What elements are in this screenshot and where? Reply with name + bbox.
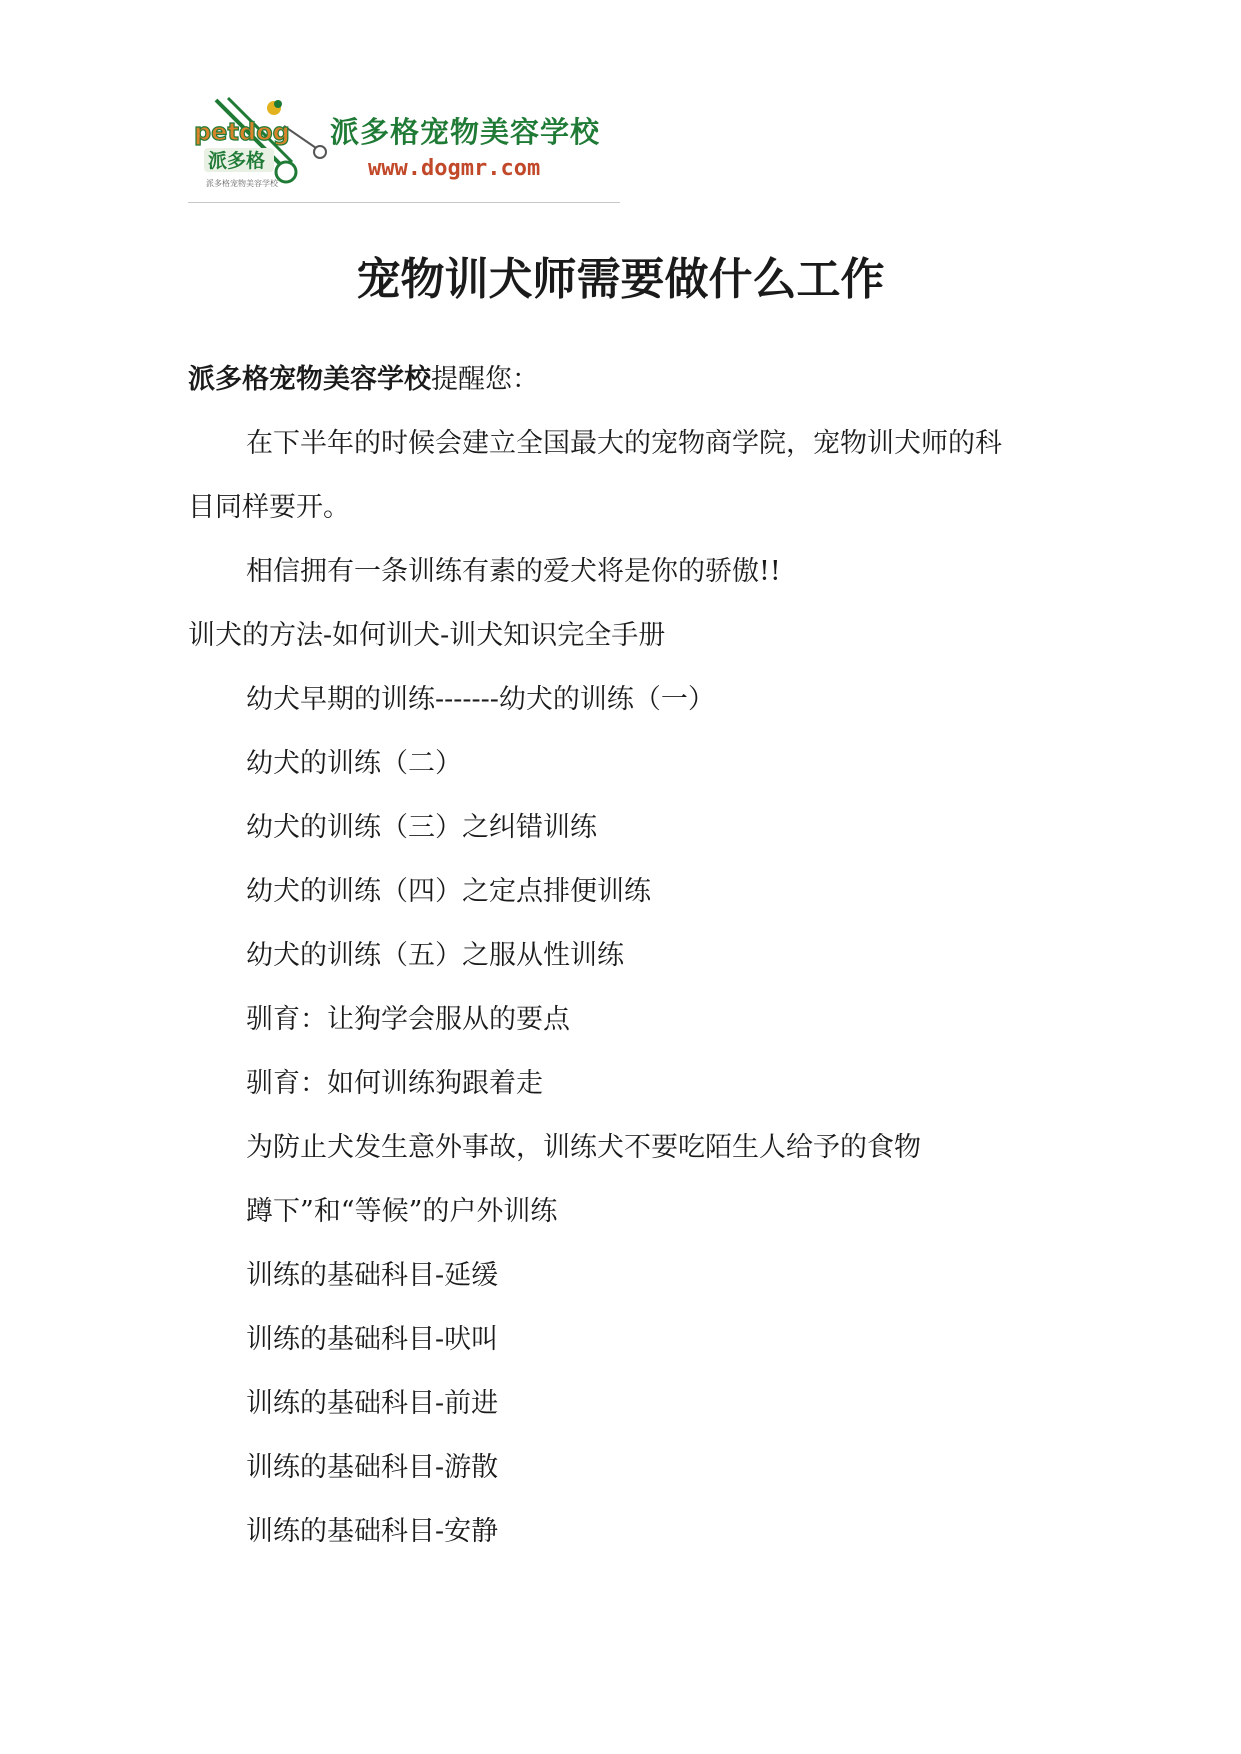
logo-brand-en: petdog [194,118,290,146]
list-item: 训练的基础科目-延缓 [246,1260,499,1291]
reminder-text: 提醒您： [431,364,539,395]
logo-url: www.dogmr.com [368,156,541,181]
logo-small-text: 派多格宠物美容学校 [206,179,278,188]
paragraph-line: 目同样要开。 [188,492,350,523]
list-item: 幼犬早期的训练-------幼犬的训练（一） [246,684,715,715]
reminder-line [188,360,539,400]
logo-brand-cn: 派多格 [208,150,266,172]
list-item: 训练的基础科目-游散 [246,1452,499,1483]
paragraph-line: 相信拥有一条训练有素的爱犬将是你的骄傲!! [246,556,781,587]
section-heading: 训犬的方法-如何训犬-训犬知识完全手册 [188,620,666,651]
paragraph-line: 在下半年的时候会建立全国最大的宠物商学院，宠物训犬师的科 [246,428,1002,459]
list-item: 幼犬的训练（四）之定点排便训练 [246,876,651,907]
logo-emblem-icon [188,96,328,200]
list-item: 训练的基础科目-吠叫 [246,1324,499,1355]
list-item: 训练的基础科目-前进 [246,1388,499,1419]
list-item: 蹲下”和“等候”的户外训练 [246,1196,558,1227]
logo-title: 派多格宠物美容学校 [330,115,601,149]
list-item: 幼犬的训练（五）之服从性训练 [246,940,624,971]
list-item: 驯育：如何训练狗跟着走 [246,1068,543,1099]
list-item: 为防止犬发生意外事故，训练犬不要吃陌生人给予的食物 [246,1132,921,1163]
list-item: 幼犬的训练（三）之纠错训练 [246,812,597,843]
reminder-school-name: 派多格宠物美容学校 [188,364,431,395]
document-title: 宠物训犬师需要做什么工作 [356,254,885,305]
list-item: 驯育：让狗学会服从的要点 [246,1004,570,1035]
school-logo [188,96,620,203]
list-item: 幼犬的训练（二） [246,748,462,779]
list-item: 训练的基础科目-安静 [246,1516,499,1547]
